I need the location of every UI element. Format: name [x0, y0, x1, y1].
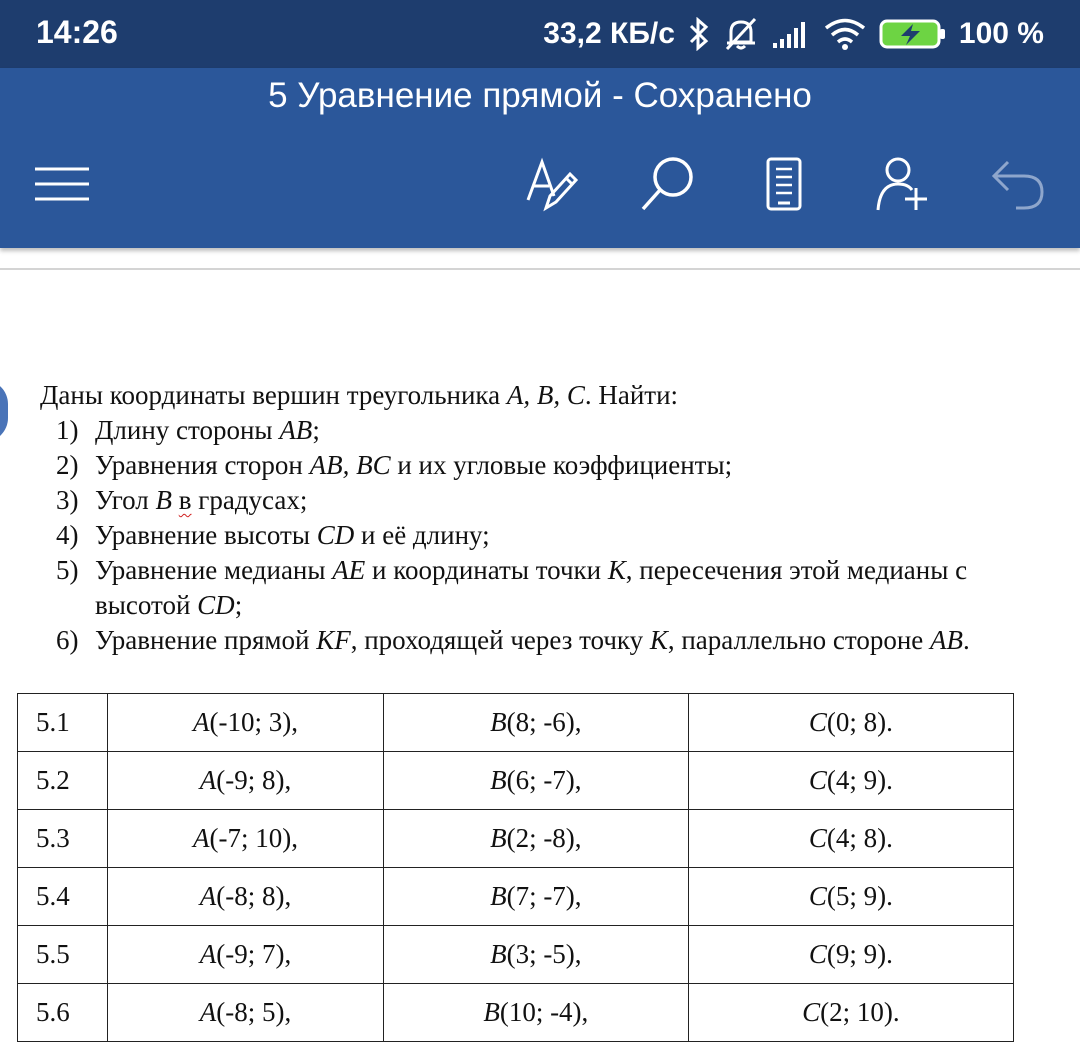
- status-time: 14:26: [36, 14, 118, 50]
- vertex-a-cell: A(-10; 3),: [108, 694, 384, 752]
- vertex-b-cell: B(6; -7),: [383, 752, 688, 810]
- undo-icon: [990, 158, 1046, 215]
- variant-cell: 5.3: [18, 810, 108, 868]
- vertex-b-cell: B(3; -5),: [383, 926, 688, 984]
- vertex-c-cell: C(4; 9).: [688, 752, 1013, 810]
- task-list: [40, 413, 1060, 658]
- task-item: 3) Угол B в градусах;: [56, 485, 308, 515]
- vertex-a-cell: A(-7; 10),: [108, 810, 384, 868]
- task-intro: Даны координаты вершин треугольника A, B, C. Найти:: [40, 380, 679, 410]
- wifi-icon: [823, 17, 867, 51]
- variant-cell: 5.6: [18, 984, 108, 1042]
- vertex-b-cell: B(10; -4),: [383, 984, 688, 1042]
- app-bar: [0, 68, 1080, 248]
- variant-cell: 5.1: [18, 694, 108, 752]
- search-button[interactable]: [636, 154, 700, 218]
- undo-button[interactable]: [986, 154, 1050, 218]
- coordinates-table: [17, 693, 1014, 1042]
- vertex-b-cell: B(7; -7),: [383, 868, 688, 926]
- vertex-c-cell: C(9; 9).: [688, 926, 1013, 984]
- table-row: [18, 752, 1014, 810]
- draw-icon: [524, 156, 580, 217]
- status-indicators: [543, 14, 1044, 54]
- table-row: [18, 694, 1014, 752]
- mobile-view-button[interactable]: [752, 154, 816, 218]
- vertex-a-cell: A(-8; 5),: [108, 984, 384, 1042]
- status-bar: [0, 0, 1080, 68]
- battery-charging-icon: [879, 17, 947, 51]
- share-button[interactable]: [870, 154, 934, 218]
- variant-cell: 5.5: [18, 926, 108, 984]
- vertex-c-cell: C(5; 9).: [688, 868, 1013, 926]
- document-title[interactable]: 5 Уравнение прямой - Сохранено: [268, 76, 812, 115]
- signal-icon: [771, 19, 811, 49]
- table-row: [18, 926, 1014, 984]
- vertex-c-cell: C(0; 8).: [688, 694, 1013, 752]
- document-body[interactable]: [40, 378, 1060, 658]
- vertex-a-cell: A(-9; 7),: [108, 926, 384, 984]
- ribbon-divider: [0, 268, 1080, 270]
- task-item: 2) Уравнения сторон AB, BC и их угловые коэффициенты;: [56, 450, 733, 480]
- mobile-view-icon: [764, 157, 804, 216]
- draw-button[interactable]: [520, 154, 584, 218]
- battery-percent: 100 %: [958, 17, 1044, 50]
- vertex-b-cell: B(2; -8),: [383, 810, 688, 868]
- task-item: 1) Длину стороны AB;: [56, 415, 320, 445]
- variant-cell: 5.2: [18, 752, 108, 810]
- vertex-b-cell: B(8; -6),: [383, 694, 688, 752]
- menu-button[interactable]: [30, 154, 94, 218]
- vertex-a-cell: A(-9; 8),: [108, 752, 384, 810]
- menu-icon: [33, 166, 91, 207]
- spellcheck-underline: в: [178, 485, 192, 515]
- table-row: [18, 984, 1014, 1042]
- vertex-a-cell: A(-8; 8),: [108, 868, 384, 926]
- search-icon: [639, 155, 697, 218]
- table-row: [18, 810, 1014, 868]
- share-icon: [874, 156, 930, 217]
- task-item: 6) Уравнение прямой KF, проходящей через точку К, параллельно стороне AB.: [56, 625, 970, 655]
- variant-cell: 5.4: [18, 868, 108, 926]
- bell-off-icon: [723, 17, 759, 51]
- net-speed: 33,2 КБ/с: [543, 17, 675, 50]
- task-item: 5) Уравнение медианы AE и координаты точки К, пересечения этой медианы с высотой CD;: [56, 555, 968, 620]
- task-item: 4) Уравнение высоты CD и её длину;: [56, 520, 490, 550]
- table-row: [18, 868, 1014, 926]
- bluetooth-icon: [687, 17, 711, 51]
- page-edge-marker: [0, 380, 8, 442]
- vertex-c-cell: C(4; 8).: [688, 810, 1013, 868]
- vertex-c-cell: C(2; 10).: [688, 984, 1013, 1042]
